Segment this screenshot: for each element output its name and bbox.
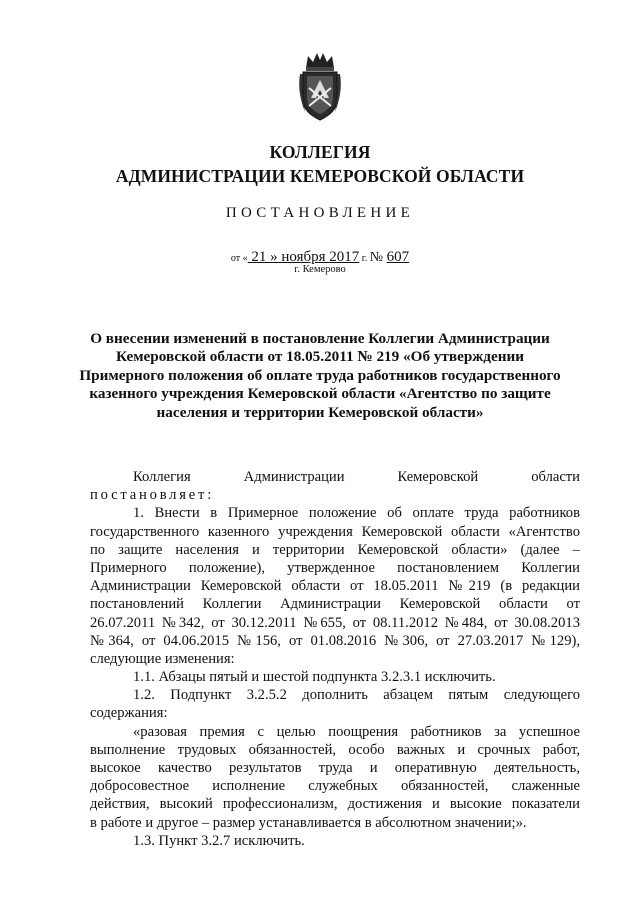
body-line: высокое качество результатов труда и оперативную деятельность, [90, 760, 580, 777]
date-month-year: ноября 2017 [281, 249, 360, 265]
body-line: Примерного положение), утвержденное постановлением Коллегии [90, 559, 580, 576]
org-name-line2: АДМИНИСТРАЦИИ КЕМЕРОВСКОЙ ОБЛАСТИ [115, 166, 525, 186]
body-line: постановлений Коллегии Администрации Кемеровской области от [90, 596, 580, 613]
document-type: ПОСТАНОВЛЕНИЕ [225, 205, 415, 221]
document-body [90, 468, 580, 850]
number-sign: № [369, 250, 387, 265]
date-sep: » [270, 249, 282, 265]
city-label: г. Кемерово [294, 264, 346, 275]
body-line: в работе и другое – размер устанавливается в абсолютном значении;». [90, 814, 527, 831]
body-line: Коллегия Администрации Кемеровской области [133, 469, 580, 485]
body-line: государственного казенного учреждения Кемеровской области «Агентство [90, 523, 580, 540]
body-line: добросовестное исполнение служебных обязанностей, слаженные [90, 778, 580, 795]
body-line: Администрации Кемеровской области от 18.05.2011 №219 (в редакции [90, 578, 580, 595]
body-line: по защите населения и территории Кемеровской области» (далее – [90, 541, 580, 558]
body-line: «разовая премия с целью поощрения работников за успешное [133, 723, 580, 740]
body-line: содержания: [90, 705, 168, 722]
title-line: населения и территории Кемеровской области» [156, 403, 484, 421]
body-line: действия, высокий профессионализм, достижения и высокие показатели [90, 796, 580, 813]
body-line: выполнение трудовых обязанностей, особо важных и срочных работ, [90, 741, 580, 758]
body-line: постановляет: [90, 487, 215, 504]
body-line: 1.2. Подпункт 3.2.5.2 дополнить абзацем пятым следующего [133, 687, 580, 704]
body-line: 1. Внести в Примерное положение об оплате труда работников [133, 505, 580, 522]
body-line: 1.1. Абзацы пятый и шестой подпункта 3.2.3.1 исключить. [133, 669, 496, 686]
coat-of-arms-emblem [297, 52, 343, 124]
body-line: 26.07.2011 №342, от 30.12.2011 №655, от 08.11.2012 №484, от 30.08.2013 [90, 614, 580, 631]
org-name-line1: КОЛЛЕГИЯ [269, 142, 371, 162]
title-line: Примерного положения об оплате труда работников государственного [79, 366, 561, 384]
date-day: 21 [247, 249, 271, 265]
body-line: следующие изменения: [90, 650, 235, 667]
title-line: казенного учреждения Кемеровской области «Агентство по защите [89, 385, 551, 403]
body-line: №364, от 04.06.2015 №156, от 01.08.2016 №306, от 27.03.2017 №129), [90, 632, 580, 649]
date-prefix: от « [230, 253, 248, 264]
title-line: Кемеровской области от 18.05.2011 № 219 «Об утверждении [116, 348, 524, 366]
document-number: 607 [386, 249, 410, 265]
date-year-suffix: г. [359, 253, 370, 264]
title-line: О внесении изменений в постановление Коллегии Администрации [90, 330, 550, 347]
document-title [60, 330, 580, 422]
body-line: 1.3. Пункт 3.2.7 исключить. [133, 832, 305, 849]
